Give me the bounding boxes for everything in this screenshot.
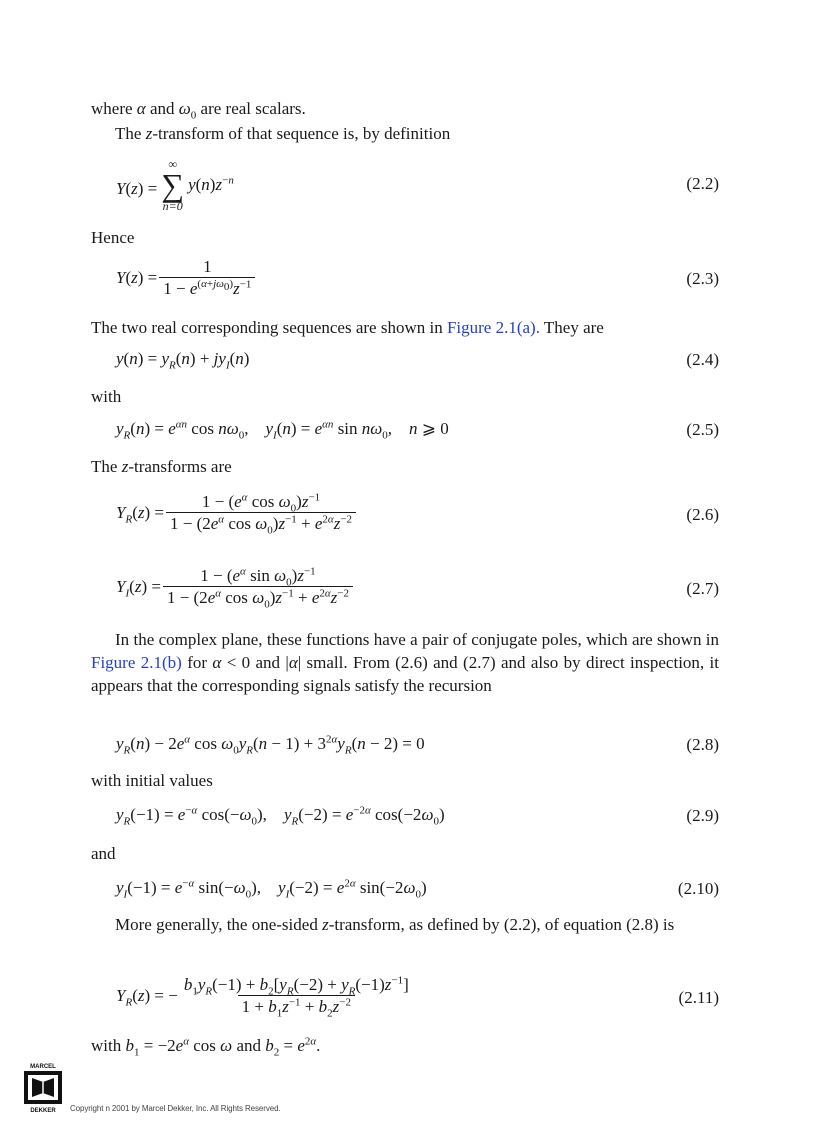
paragraph-ztransforms: The z-transforms are [91, 457, 232, 476]
equation-number: (2.8) [686, 735, 719, 754]
equation-number: (2.11) [678, 988, 719, 1007]
equation-2-5: $y_R(n) = e^{\alpha n}$ $\cos n\omega_0$, $y_I(n) = e^{\alpha n}$ $\sin n\omega_0$, n ⩾ 0 (2.5) [116, 418, 719, 442]
paragraph-with: with [91, 387, 122, 406]
equation-2-8: $y_R(n) - 2e^\alpha$ $\cos \omega_0y_R(n - 1) + 3^{2\alpha}y_R(n - 2) = 0$ (2.8) [116, 733, 719, 757]
equation-2-6: $Y_R(z)$ = $\frac{1 - (e^\alpha \cos \omega_0)z^{-1}}{1 - (2e^\alpha \cos \omega_0)z^{-1} + e^{2\alpha}z^{-2}}$ (2.6) [116, 491, 719, 537]
equation-2-3: Y(z) = $\frac{1}{1 - e^{(\alpha+j\omega_0)}z^{-1}}$ (2.3) [116, 257, 719, 298]
equation-2-11: $Y_R(z)$ = − $\frac{b_1y_R(-1) + b_2[y_R(-2) + y_R(-1)z^{-1}]}{1 + b_1z^{-1} + b_2z^{-2}}$ (2.11) [116, 974, 719, 1020]
equation-number: (2.10) [677, 879, 719, 898]
figure-link-2-1b[interactable]: Figure 2.1(b) [91, 653, 182, 672]
equation-number: (2.5) [686, 420, 719, 439]
publisher-logo [20, 1062, 66, 1114]
equation-2-4: $y(n) = y_R(n) + jy_I(n)$ (2.4) [116, 349, 719, 372]
paragraph-definition: The z-transform of that sequence is, by definition [115, 124, 451, 143]
equation-number: (2.3) [686, 269, 719, 288]
paragraph-complex-plane: In the complex plane, these functions have a pair of conjugate poles, which are shown in Figure 2.1(b) for α < 0 and |α| small. From (2.6) and (2.7) and also by direct inspection, it appears that the corresponding signals satisfy the recursion [91, 630, 719, 695]
paragraph-and: and [91, 844, 116, 863]
logo-text-top: MARCEL [30, 1064, 56, 1070]
paragraph-hence: Hence [91, 228, 135, 247]
paragraph-one-sided: More generally, the one-sided z-transform, as defined by (2.2), of equation (2.8) is [115, 915, 675, 934]
logo-text-bottom: DEKKER [30, 1108, 56, 1114]
equation-2-9: $y_R(-1) = e^{-\alpha}$ $\cos(-\omega_0)$, $y_R(-2) = e^{-2\alpha}$ $\cos(-2\omega_0)$ (2.9) [116, 804, 719, 828]
equation-number: (2.7) [686, 579, 719, 598]
paragraph-initial-values: with initial values [91, 771, 213, 790]
paragraph-sequences: The two real corresponding sequences are shown in Figure 2.1(a). They are [91, 318, 604, 337]
equation-2-7: $Y_I(z)$ = $\frac{1 - (e^\alpha \sin \omega_0)z^{-1}}{1 - (2e^\alpha \cos \omega_0)z^{-1} + e^{2\alpha}z^{-2}}$ (2.7) [116, 565, 719, 611]
equation-number: (2.4) [686, 350, 719, 369]
figure-link-2-1a[interactable]: Figure 2.1(a). [446, 318, 540, 337]
equation-number: (2.2) [686, 174, 719, 193]
equation-2-10: $y_I(-1) = e^{-\alpha}$ $\sin(-\omega_0)$, $y_I(-2) = e^{2\alpha}$ $\sin(-2\omega_0)$ (2.10) [116, 877, 719, 901]
paragraph-intro: where α and $\omega_0$ are real scalars. [91, 99, 306, 122]
equation-number: (2.9) [686, 806, 719, 825]
equation-2-2: Y(z) = ∞ ∑ n=0 $y(n)z^{-n}$ (2.2) [116, 157, 719, 213]
copyright-notice: Copyright n 2001 by Marcel Dekker, Inc. All Rights Reserved. [70, 1104, 281, 1113]
equation-number: (2.6) [686, 505, 719, 524]
paragraph-coefficients: with $b_1 = -2e^\alpha$ cos ω and $b_2 = e^{2\alpha}$. [91, 1035, 321, 1059]
